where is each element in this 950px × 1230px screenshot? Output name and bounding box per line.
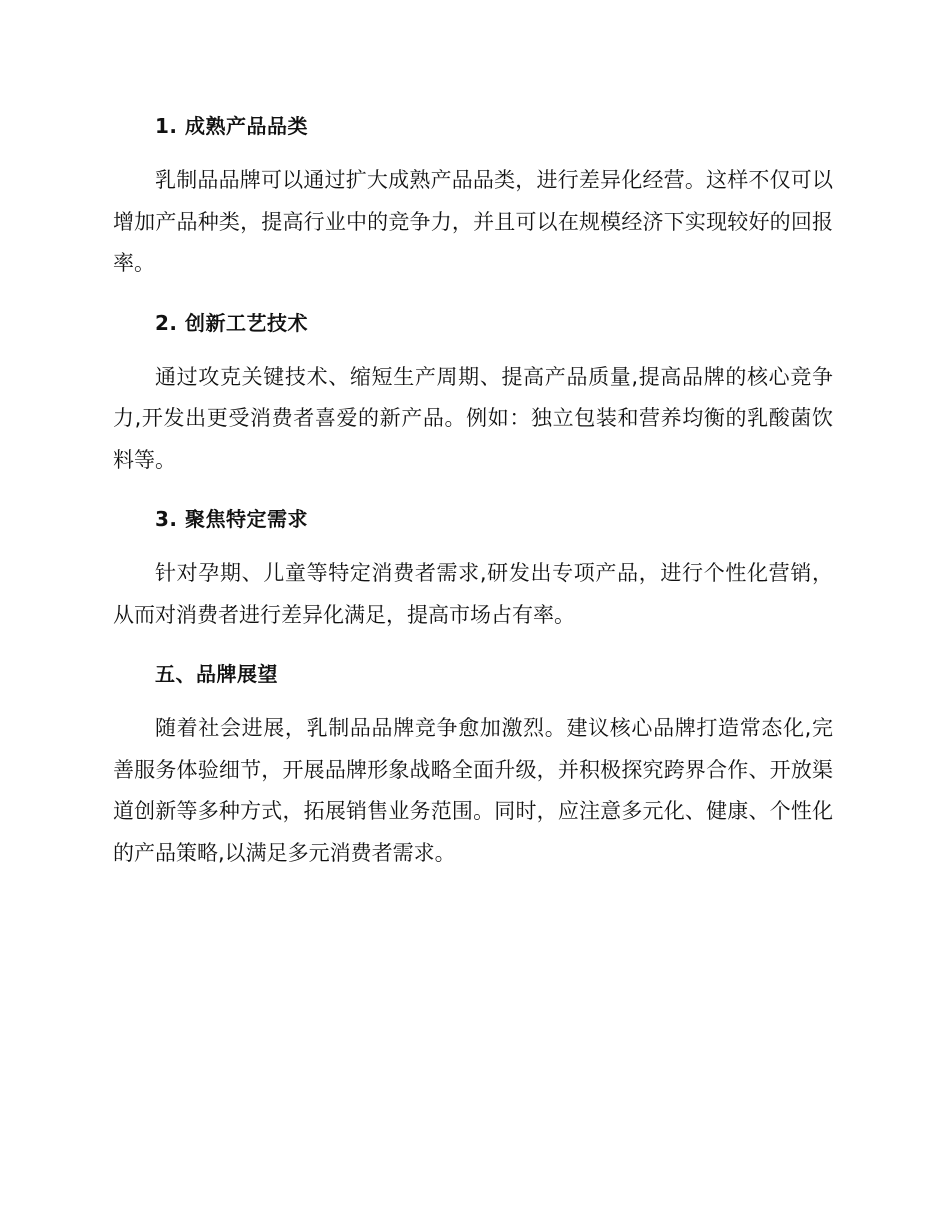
section-paragraph: 针对孕期、儿童等特定消费者需求,研发出专项产品，进行个性化营销，从而对消费者进行差异化满足，提高市场占有率。 [113, 561, 833, 627]
section-heading: 1. 成熟产品品类 [155, 114, 308, 138]
section-paragraph: 随着社会进展，乳制品品牌竞争愈加激烈。建议核心品牌打造常态化,完善服务体验细节，开展品牌形象战略全面升级，并积极探究跨界合作、开放渠道创新等多种方式，拓展销售业务范围。同时，应注意多元化、健康、个性化的产品策略,以满足多元消费者需求。 [113, 716, 833, 865]
section-paragraph: 通过攻克关键技术、缩短生产周期、提高产品质量,提高品牌的核心竞争力,开发出更受消费者喜爱的新产品。例如：独立包装和营养均衡的乳酸菌饮料等。 [113, 364, 833, 472]
document-page [113, 106, 833, 892]
section-heading: 2. 创新工艺技术 [155, 310, 308, 335]
section-brand-outlook [113, 654, 833, 874]
section-heading: 3. 聚焦特定需求 [155, 507, 308, 531]
section-specific-needs [113, 499, 833, 636]
section-mature-categories [113, 106, 833, 285]
section-heading: 五、品牌展望 [155, 662, 278, 686]
section-innovation-technology [113, 303, 833, 482]
section-paragraph: 乳制品品牌可以通过扩大成熟产品品类，进行差异化经营。这样不仅可以增加产品种类，提高行业中的竞争力，并且可以在规模经济下实现较好的回报率。 [113, 168, 833, 275]
